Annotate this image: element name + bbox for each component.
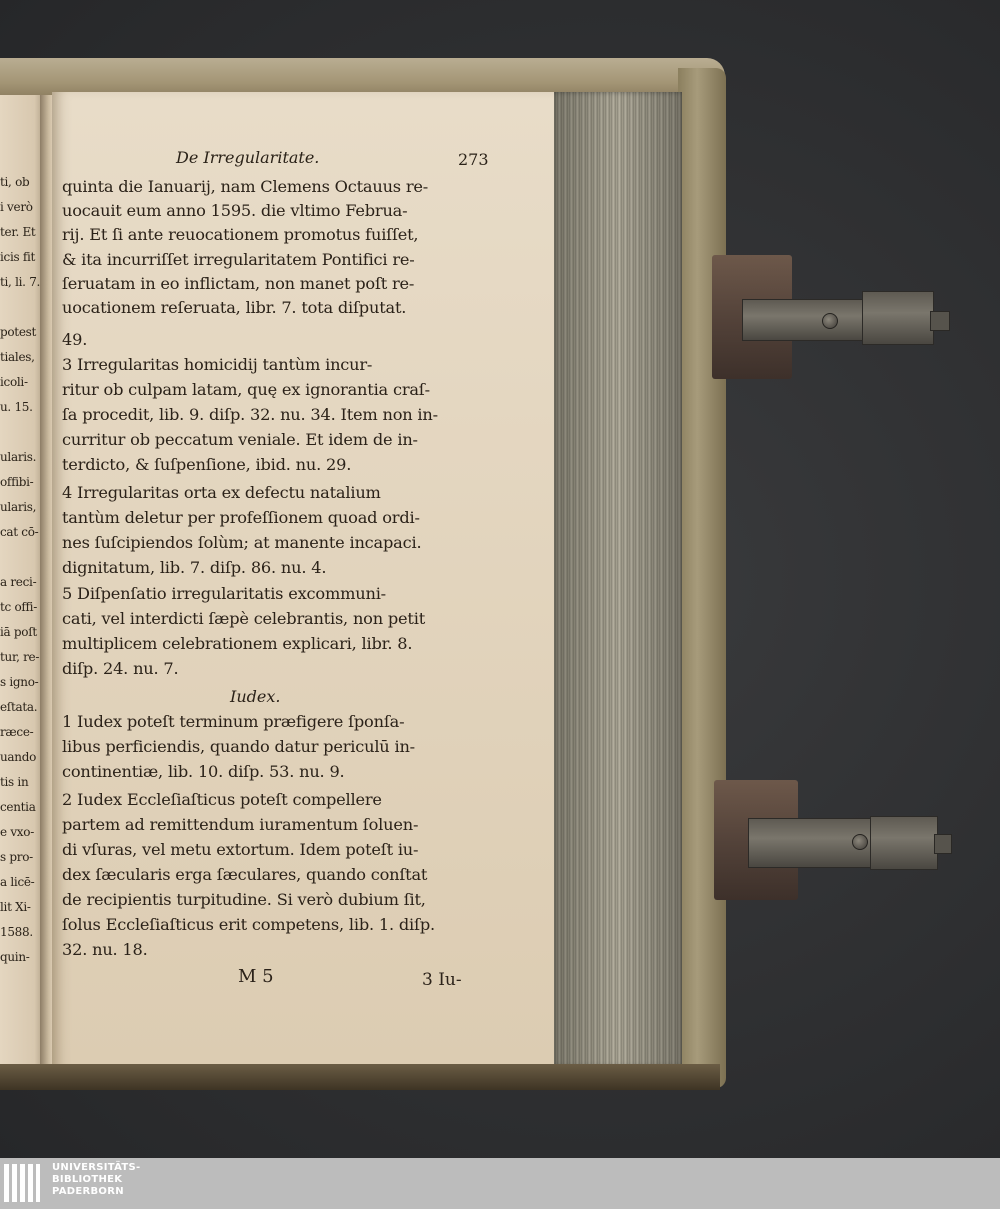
catchword: 3 Iu-: [422, 970, 462, 990]
margin-fragment: quin-: [0, 950, 30, 964]
margin-fragment: tc offi-: [0, 600, 37, 614]
text-line: curritur ob peccatum veniale. Et idem de in-: [62, 430, 418, 449]
margin-fragment: ti, li. 7.: [0, 275, 41, 289]
margin-fragment: icoli-: [0, 375, 28, 389]
text-line: 3 Irregularitas homicidij tantùm incur-: [62, 355, 373, 374]
text-line: 32. nu. 18.: [62, 940, 148, 959]
margin-fragment: ter. Et: [0, 225, 36, 239]
text-line: terdicto, & ſuſpenſione, ibid. nu. 29.: [62, 455, 352, 474]
text-line: 2 Iudex Eccleſiaſticus poteſt compellere: [62, 790, 382, 809]
text-line: libus perficiendis, quando datur periculū in-: [62, 737, 415, 756]
margin-fragment: ti, ob: [0, 175, 30, 189]
margin-fragment: e vxo-: [0, 825, 34, 839]
margin-fragment: i verò: [0, 200, 33, 214]
text-line: di vſuras, vel metu extortum. Idem poteſt iu-: [62, 840, 419, 859]
margin-fragment: ræce-: [0, 725, 34, 739]
logo-line-1: UNIVERSITÄTS-: [52, 1162, 141, 1173]
margin-fragment: iā poſt: [0, 625, 37, 639]
text-line: 5 Diſpenſatio irregularitatis excommuni-: [62, 584, 386, 603]
text-line: quinta die Ianuarij, nam Clemens Octauus re-: [62, 177, 429, 196]
cover-fore-edge: [678, 68, 726, 1088]
library-logo-text: [52, 1162, 141, 1198]
margin-fragment: 1588.: [0, 925, 33, 939]
text-line: multiplicem celebrationem explicari, libr. 8.: [62, 634, 413, 653]
text-line: de recipientis turpitudine. Si verò dubium ſit,: [62, 890, 426, 909]
margin-fragment: s pro-: [0, 850, 33, 864]
margin-fragment: ularis,: [0, 500, 37, 514]
margin-fragment: offibi-: [0, 475, 34, 489]
margin-fragment: icis fit: [0, 250, 36, 264]
margin-fragment: a reci-: [0, 575, 37, 589]
margin-fragment: tur, re-: [0, 650, 40, 664]
text-line: ſolus Eccleſiaſticus erit competens, lib. 1. diſp.: [62, 915, 435, 934]
margin-fragment: s igno-: [0, 675, 39, 689]
text-line: ſa procedit, lib. 9. diſp. 32. nu. 34. Item non in-: [62, 405, 438, 424]
running-head: De Irregularitate.: [176, 148, 320, 167]
logo-line-3: PADERBORN: [52, 1186, 124, 1197]
text-line: dex ſæcularis erga ſæculares, quando conſtat: [62, 865, 428, 884]
text-line: uocauit eum anno 1595. die vltimo Februa-: [62, 201, 408, 220]
text-line: diſp. 24. nu. 7.: [62, 659, 179, 678]
text-line: continentiæ, lib. 10. diſp. 53. nu. 9.: [62, 762, 345, 781]
margin-fragment: ularis.: [0, 450, 37, 464]
margin-fragment: a licē-: [0, 875, 35, 889]
margin-fragment: cat cō-: [0, 525, 39, 539]
page-block-edges: [552, 92, 682, 1067]
text-line: & ita incurriſſet irregularitatem Pontifici re-: [62, 250, 415, 269]
text-line: dignitatum, lib. 7. diſp. 86. nu. 4.: [62, 558, 327, 577]
margin-fragment: potest: [0, 325, 37, 339]
logo-line-2: BIBLIOTHEK: [52, 1174, 123, 1185]
text-line: 49.: [62, 330, 88, 349]
text-line: 4 Irregularitas orta ex defectu natalium: [62, 483, 381, 502]
text-line: 1 Iudex poteſt terminum præfigere ſponſa-: [62, 712, 405, 731]
upper-clasp: [712, 255, 952, 385]
cover-bottom-edge: [0, 1064, 720, 1090]
text-line: tantùm deletur per profeſſionem quoad ordi-: [62, 508, 420, 527]
margin-fragment: lit Xi-: [0, 900, 31, 914]
section-heading: Iudex.: [230, 687, 281, 706]
text-line: rij. Et ſi ante reuocationem promotus fuiſſet,: [62, 225, 419, 244]
text-line: uocationem reſeruata, libr. 7. tota diſputat.: [62, 298, 407, 317]
margin-fragment: uando: [0, 750, 37, 764]
text-line: ritur ob culpam latam, quę ex ignorantia craſ-: [62, 380, 430, 399]
text-line: partem ad remittendum iuramentum ſoluen-: [62, 815, 419, 834]
lower-clasp: [714, 780, 954, 905]
text-line: nes ſuſcipiendos ſolùm; at manente incapaci.: [62, 533, 422, 552]
margin-fragment: centia: [0, 800, 36, 814]
library-logo-icon: [4, 1164, 44, 1202]
margin-fragment: u. 15.: [0, 400, 33, 414]
signature-mark: M 5: [238, 966, 274, 987]
margin-fragment: eſtata.: [0, 700, 38, 714]
text-line: cati, vel interdicti ſæpè celebrantis, non petit: [62, 609, 426, 628]
margin-fragment: tiales,: [0, 350, 35, 364]
text-line: ſeruatam in eo inflictam, non manet poſt re-: [62, 274, 415, 293]
page-number: 273: [458, 150, 489, 169]
margin-fragment: tis in: [0, 775, 29, 789]
footer-bar: [0, 1158, 1000, 1209]
